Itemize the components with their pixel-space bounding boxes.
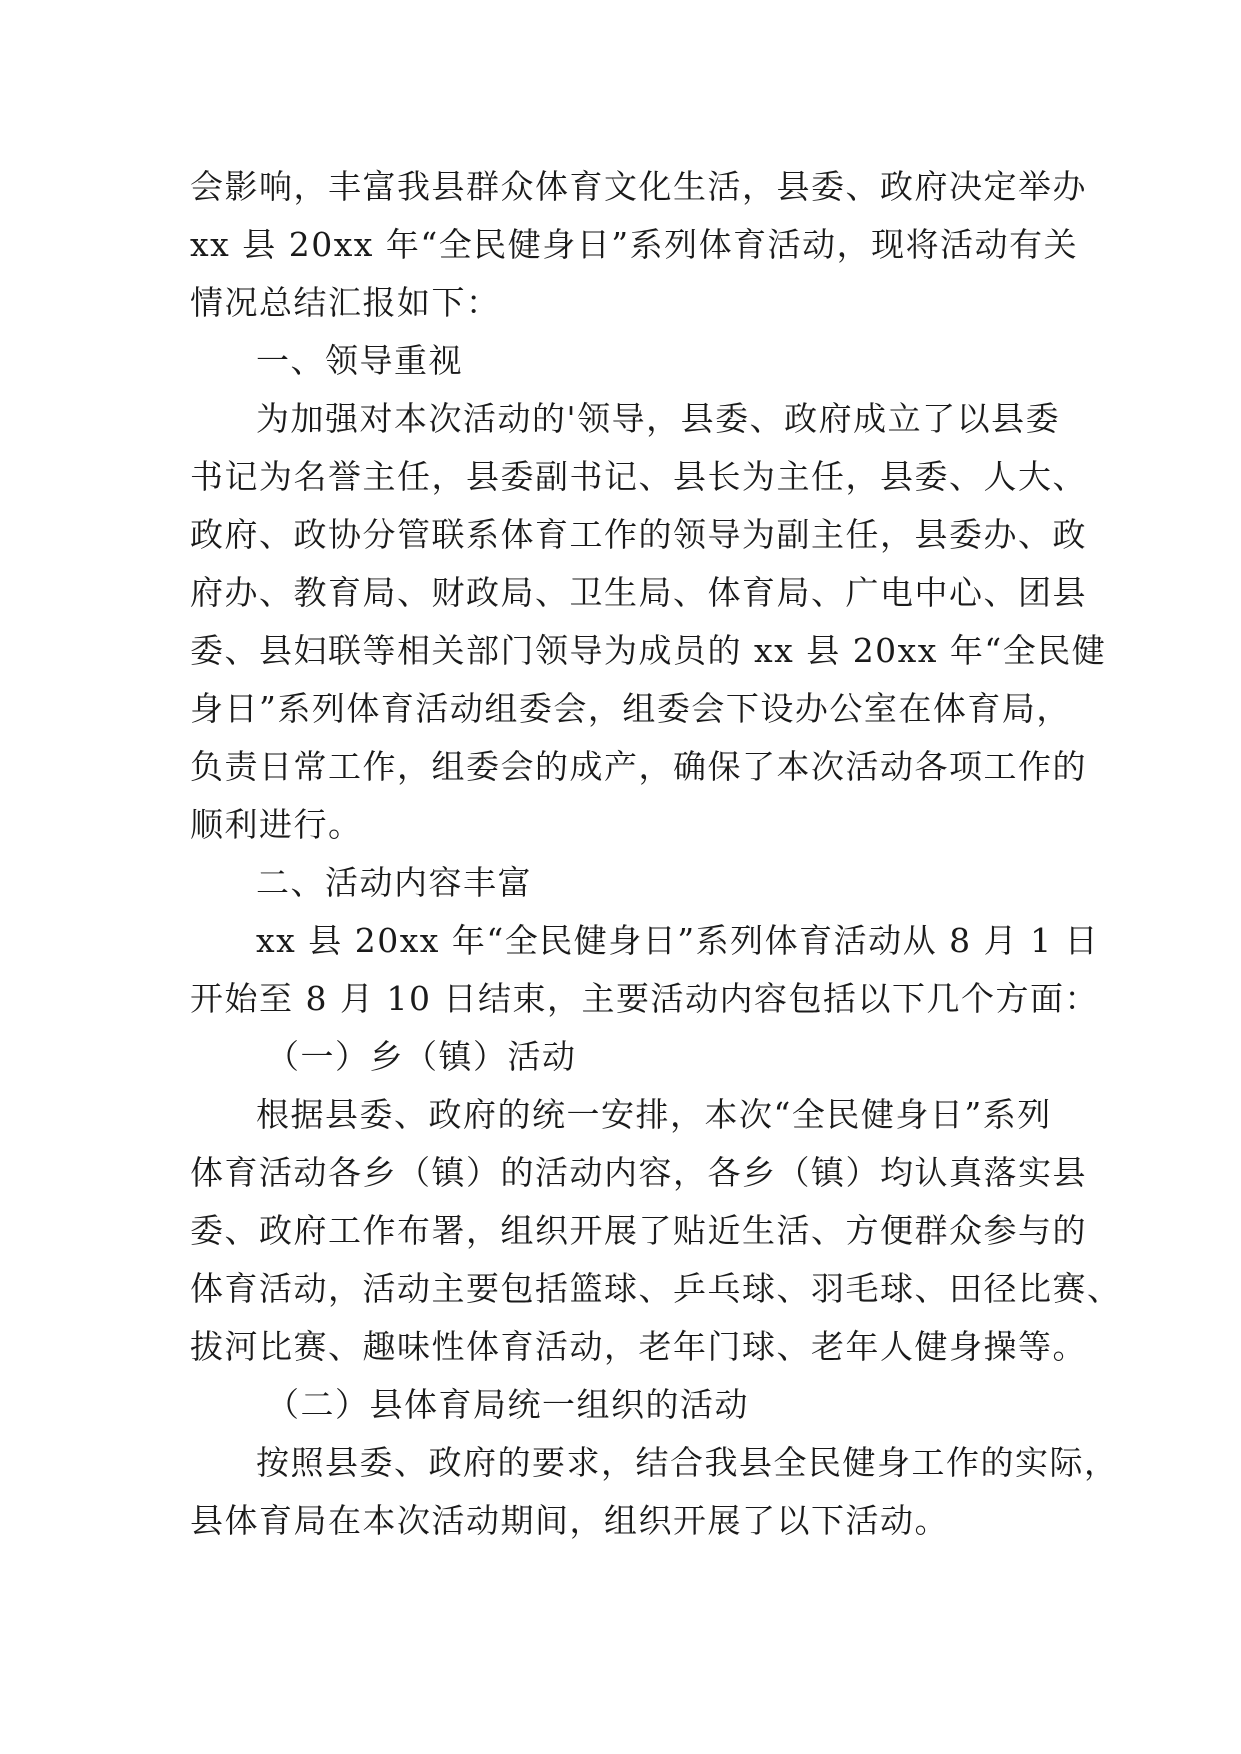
paragraph-line: xx 县 20xx 年“全民健身日”系列体育活动，现将活动有关 — [190, 225, 1079, 264]
paragraph-line: 根据县委、政府的统一安排，本次“全民健身日”系列 — [256, 1095, 1052, 1134]
section-heading-leadership: 一、领导重视 — [256, 341, 463, 380]
paragraph-line: 按照县委、政府的要求，结合我县全民健身工作的实际， — [256, 1443, 1119, 1482]
subsection-heading-sports-bureau: （二）县体育局统一组织的活动 — [266, 1385, 749, 1424]
paragraph-line: 县体育局在本次活动期间，组织开展了以下活动。 — [190, 1501, 949, 1540]
paragraph-line: 拔河比赛、趣味性体育活动，老年门球、老年人健身操等。 — [190, 1327, 1087, 1366]
paragraph-line: xx 县 20xx 年“全民健身日”系列体育活动从 8 月 1 日 — [256, 921, 1100, 960]
paragraph-line: 府办、教育局、财政局、卫生局、体育局、广电中心、团县 — [190, 573, 1087, 612]
paragraph-line: 身日”系列体育活动组委会，组委会下设办公室在体育局， — [190, 689, 1071, 728]
section-heading-activities: 二、活动内容丰富 — [256, 863, 532, 902]
paragraph-line: 体育活动，活动主要包括篮球、乒乓球、羽毛球、田径比赛、 — [190, 1269, 1122, 1308]
paragraph-line: 体育活动各乡（镇）的活动内容，各乡（镇）均认真落实县 — [190, 1153, 1087, 1192]
paragraph-line: 为加强对本次活动的'领导，县委、政府成立了以县委 — [256, 399, 1061, 438]
paragraph-line: 开始至 8 月 10 日结束，主要活动内容包括以下几个方面： — [190, 979, 1099, 1018]
paragraph-line: 委、县妇联等相关部门领导为成员的 xx 县 20xx 年“全民健 — [190, 631, 1107, 670]
paragraph-line: 情况总结汇报如下： — [190, 283, 501, 322]
paragraph-line: 负责日常工作，组委会的成产，确保了本次活动各项工作的 — [190, 747, 1087, 786]
paragraph-line: 顺利进行。 — [190, 805, 363, 844]
paragraph-line: 书记为名誉主任，县委副书记、县长为主任，县委、人大、 — [190, 457, 1087, 496]
paragraph-line: 委、政府工作布署，组织开展了贴近生活、方便群众参与的 — [190, 1211, 1087, 1250]
paragraph-line: 会影响，丰富我县群众体育文化生活，县委、政府决定举办 — [190, 167, 1087, 206]
paragraph-line: 政府、政协分管联系体育工作的领导为副主任，县委办、政 — [190, 515, 1087, 554]
subsection-heading-township: （一）乡（镇）活动 — [266, 1037, 577, 1076]
document-body — [190, 158, 1122, 1550]
